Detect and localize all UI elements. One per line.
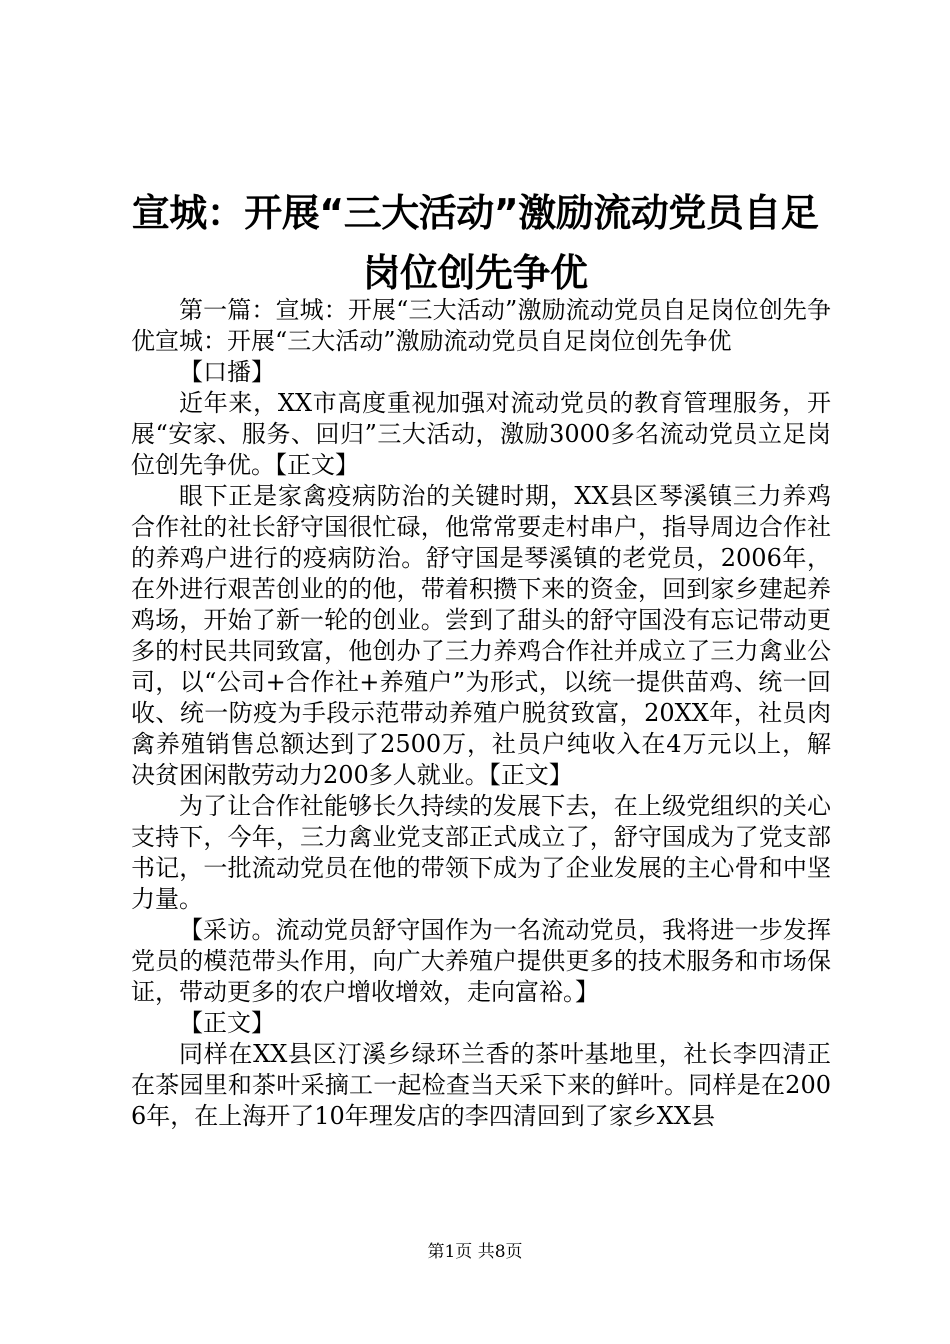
- paragraph-li-siqing: 同样在XX县区汀溪乡绿环兰香的茶叶基地里，社长李四清正在茶园里和茶叶采摘工一起检查当天采下来的鲜叶。同样是在2006年，在上海开了10年理发店的李四清回到了家乡XX县: [131, 1040, 831, 1130]
- paragraph-main-text-tag: 【正文】: [179, 1009, 275, 1037]
- document-body: [131, 295, 831, 1132]
- paragraph-party-branch: 为了让合作社能够长久持续的发展下去，在上级党组织的关心支持下，今年，三力禽业党支部正式成立了，舒守国成为了党支部书记，一批流动党员在他的带领下成为了企业发展的主心骨和中坚力量。: [131, 792, 831, 913]
- paragraph-summary: 近年来，XX市高度重视加强对流动党员的教育管理服务，开展“安家、服务、回归”三大活动，激励3000多名流动党员立足岗位创先争优。【正文】: [131, 389, 831, 479]
- page-number-footer: 第1页 共8页: [427, 1242, 523, 1262]
- paragraph-intro: 第一篇：宣城：开展“三大活动”激励流动党员自足岗位创先争优宣城：开展“三大活动”激励流动党员自足岗位创先争优: [131, 296, 831, 355]
- paragraph-shu-shouguo: 眼下正是家禽疫病防治的关键时期，XX县区琴溪镇三力养鸡合作社的社长舒守国很忙碌，他常常要走村串户，指导周边合作社的养鸡户进行的疫病防治。舒守国是琴溪镇的老党员，2006年，在外进行艰苦创业的的他，带着积攒下来的资金，回到家乡建起养鸡场，开始了新一轮的创业。尝到了甜头的舒守国没有忘记带动更多的村民共同致富，他创办了三力养鸡合作社并成立了三力禽业公司，以“公司+合作社+养殖户”为形式，以统一提供苗鸡、统一回收、统一防疫为手段示范带动养殖户脱贫致富，20XX年，社员肉禽养殖销售总额达到了2500万，社员户纯收入在4万元以上，解决贫困闲散劳动力200多人就业。【正文】: [131, 482, 831, 789]
- paragraph-broadcast-tag: 【口播】: [179, 358, 275, 386]
- paragraph-interview: 【采访。流动党员舒守国作为一名流动党员，我将进一步发挥党员的模范带头作用，向广大养殖户提供更多的技术服务和市场保证，带动更多的农户增收增效，走向富裕。】: [131, 916, 831, 1006]
- document-title: 宣城：开展“三大活动”激励流动党员自足岗位创先争优: [131, 191, 819, 295]
